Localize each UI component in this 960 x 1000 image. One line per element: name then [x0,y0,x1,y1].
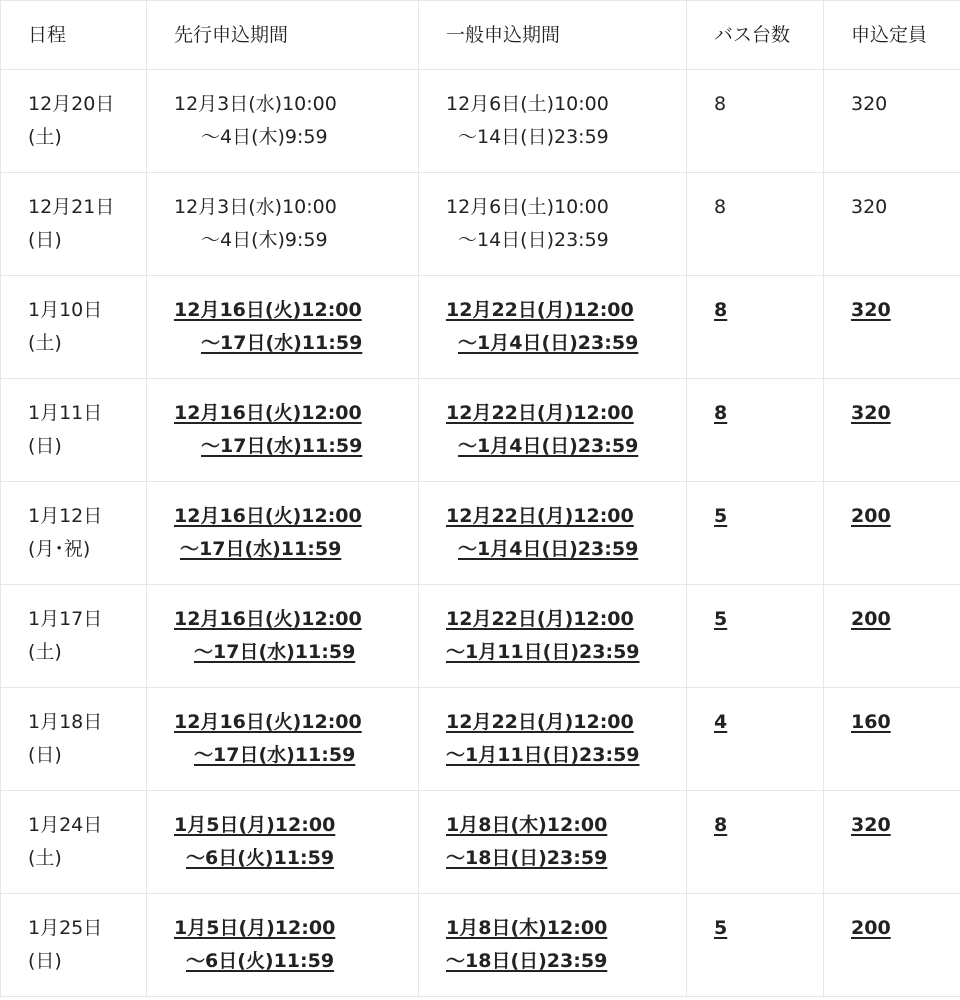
early-start: 12月16日(火)12:00 [174,608,362,630]
capacity-cell [824,70,960,173]
early-period-cell [147,791,419,894]
general-period-cell [419,894,687,997]
date-cell [1,379,147,482]
early-start: 12月3日(水)10:00 [174,93,337,115]
general-end: ～14日(日)23:59 [458,126,609,148]
early-start: 12月16日(火)12:00 [174,711,362,733]
date-cell [1,70,147,173]
general-start: 12月22日(月)12:00 [446,711,634,733]
general-period-cell [419,482,687,585]
weekday-line: (月･祝) [28,538,91,560]
bus-count-cell [687,688,824,791]
date-cell [1,173,147,276]
table-row [1,173,960,276]
early-end: ～17日(水)11:59 [201,435,363,457]
bus-count: 8 [714,402,728,424]
general-end: ～1月11日(日)23:59 [446,744,640,766]
header-early-application-period: 先行申込期間 [147,1,419,70]
table-row [1,894,960,997]
bus-count: 8 [714,814,728,836]
early-period-cell [147,379,419,482]
early-end: ～17日(水)11:59 [201,332,363,354]
capacity: 320 [851,196,888,218]
bus-count: 5 [714,917,728,939]
general-start: 1月8日(木)12:00 [446,917,608,939]
general-end: ～1月4日(日)23:59 [458,332,639,354]
header-date: 日程 [1,1,147,70]
table-row [1,482,960,585]
general-start: 12月6日(土)10:00 [446,93,609,115]
early-period-cell [147,894,419,997]
date-cell [1,791,147,894]
weekday-line: (日) [28,950,62,972]
general-end: ～18日(日)23:59 [446,950,608,972]
date-line: 12月21日 [28,196,115,218]
general-end: ～14日(日)23:59 [458,229,609,251]
general-period-cell [419,173,687,276]
capacity-cell [824,791,960,894]
capacity: 200 [851,608,891,630]
table-row [1,276,960,379]
early-period-cell [147,482,419,585]
bus-count: 5 [714,505,728,527]
early-start: 12月16日(火)12:00 [174,299,362,321]
header-general-application-period: 一般申込期間 [419,1,687,70]
early-start: 1月5日(月)12:00 [174,917,336,939]
general-end: ～1月4日(日)23:59 [458,435,639,457]
early-start: 1月5日(月)12:00 [174,814,336,836]
general-start: 12月22日(月)12:00 [446,608,634,630]
general-period-cell [419,379,687,482]
bus-count: 5 [714,608,728,630]
early-period-cell [147,276,419,379]
weekday-line: (土) [28,332,62,354]
table-row [1,585,960,688]
early-start: 12月3日(水)10:00 [174,196,337,218]
bus-count-cell [687,379,824,482]
early-end: ～17日(水)11:59 [180,538,342,560]
early-period-cell [147,70,419,173]
capacity: 320 [851,93,888,115]
early-period-cell [147,585,419,688]
date-line: 1月24日 [28,814,103,836]
weekday-line: (土) [28,126,62,148]
early-period-cell [147,173,419,276]
bus-count: 8 [714,196,727,218]
capacity: 320 [851,402,891,424]
general-start: 12月22日(月)12:00 [446,505,634,527]
weekday-line: (土) [28,641,62,663]
date-cell [1,688,147,791]
capacity: 320 [851,299,891,321]
general-start: 12月22日(月)12:00 [446,299,634,321]
general-period-cell [419,585,687,688]
general-start: 12月6日(土)10:00 [446,196,609,218]
capacity-cell [824,276,960,379]
capacity-cell [824,585,960,688]
early-period-cell [147,688,419,791]
bus-count-cell [687,173,824,276]
weekday-line: (日) [28,435,62,457]
date-line: 1月10日 [28,299,103,321]
table-header-row [1,1,960,70]
bus-count-cell [687,585,824,688]
general-end: ～1月11日(日)23:59 [446,641,640,663]
early-end: ～4日(木)9:59 [201,126,328,148]
table-row [1,70,960,173]
date-line: 1月11日 [28,402,103,424]
bus-count-cell [687,791,824,894]
capacity: 200 [851,917,891,939]
bus-count-cell [687,70,824,173]
early-end: ～4日(木)9:59 [201,229,328,251]
table-row [1,688,960,791]
general-period-cell [419,791,687,894]
bus-count: 4 [714,711,728,733]
capacity-cell [824,894,960,997]
capacity-cell [824,482,960,585]
date-line: 1月12日 [28,505,103,527]
capacity-cell [824,688,960,791]
general-period-cell [419,276,687,379]
capacity-cell [824,379,960,482]
early-start: 12月16日(火)12:00 [174,505,362,527]
early-start: 12月16日(火)12:00 [174,402,362,424]
date-line: 1月18日 [28,711,103,733]
date-line: 12月20日 [28,93,115,115]
bus-count: 8 [714,299,728,321]
table-row [1,791,960,894]
early-end: ～6日(火)11:59 [186,847,335,869]
date-line: 1月17日 [28,608,103,630]
weekday-line: (土) [28,847,62,869]
capacity: 160 [851,711,891,733]
early-end: ～17日(水)11:59 [194,641,356,663]
header-bus-count: バス台数 [687,1,824,70]
general-end: ～18日(日)23:59 [446,847,608,869]
capacity-cell [824,173,960,276]
date-cell [1,894,147,997]
bus-count-cell [687,894,824,997]
capacity: 320 [851,814,891,836]
general-end: ～1月4日(日)23:59 [458,538,639,560]
date-line: 1月25日 [28,917,103,939]
bus-count-cell [687,482,824,585]
date-cell [1,482,147,585]
weekday-line: (日) [28,229,62,251]
early-end: ～6日(火)11:59 [186,950,335,972]
date-cell [1,585,147,688]
bus-count-cell [687,276,824,379]
capacity: 200 [851,505,891,527]
header-capacity: 申込定員 [824,1,960,70]
table-row [1,379,960,482]
general-start: 1月8日(木)12:00 [446,814,608,836]
early-end: ～17日(水)11:59 [194,744,356,766]
general-period-cell [419,688,687,791]
general-period-cell [419,70,687,173]
general-start: 12月22日(月)12:00 [446,402,634,424]
date-cell [1,276,147,379]
bus-count: 8 [714,93,727,115]
weekday-line: (日) [28,744,62,766]
